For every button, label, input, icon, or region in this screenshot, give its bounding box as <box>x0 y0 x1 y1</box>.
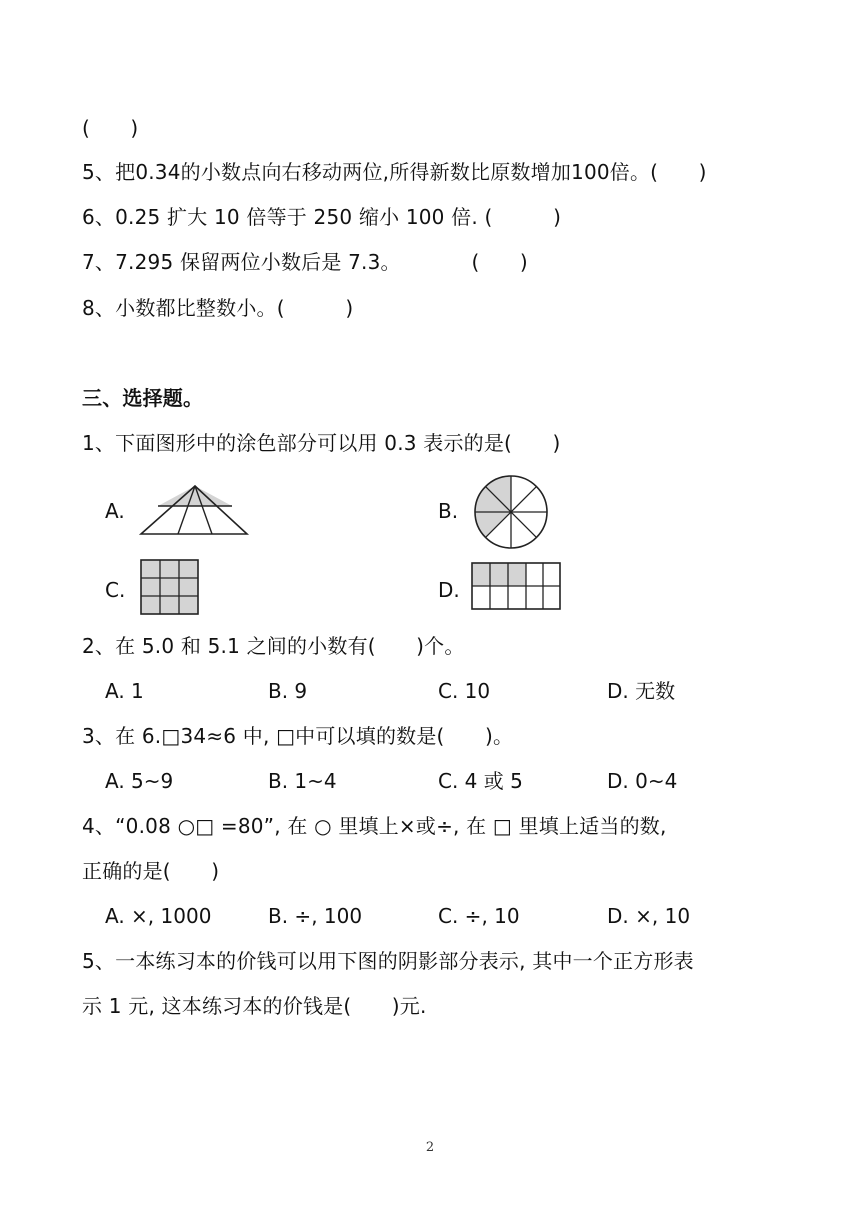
choice-3-stem: 3、在 6.□34≈6 中, □中可以填的数是( )。 <box>82 724 514 748</box>
choice-5-stem-line-2: 示 1 元, 这本练习本的价钱是( )元. <box>82 994 427 1018</box>
grid-shaded-area <box>141 560 198 614</box>
question-5: 5、把0.34的小数点向右移动两位,所得新数比原数增加100倍。( ) <box>82 160 707 184</box>
choice-2-option-b: B. 9 <box>268 679 308 703</box>
choice-1-stem: 1、下面图形中的涂色部分可以用 0.3 表示的是( ) <box>82 431 561 455</box>
choice-2-option-a: A. 1 <box>105 679 144 703</box>
grid-5x2-figure <box>471 562 563 612</box>
choice-2-stem: 2、在 5.0 和 5.1 之间的小数有( )个。 <box>82 634 465 658</box>
choice-3-option-c: C. 4 或 5 <box>438 769 523 793</box>
answer-blank-line: ( ) <box>82 116 139 140</box>
choice-1-option-d-label: D. <box>438 578 460 602</box>
choice-5-stem-line-1: 5、一本练习本的价钱可以用下图的阴影部分表示, 其中一个正方形表 <box>82 949 694 973</box>
circle-figure <box>472 473 550 551</box>
grid-shaded-cells <box>472 563 526 586</box>
section-heading: 三、选择题。 <box>82 386 204 410</box>
choice-1-option-a-label: A. <box>105 499 125 523</box>
choice-3-option-a: A. 5~9 <box>105 769 174 793</box>
choice-4-option-c: C. ÷, 10 <box>438 904 520 928</box>
page-number: 2 <box>425 1140 435 1155</box>
triangle-shaded-top <box>158 486 232 506</box>
choice-3-option-b: B. 1~4 <box>268 769 337 793</box>
question-7: 7、7.295 保留两位小数后是 7.3。 ( ) <box>82 250 528 274</box>
grid-3x3-figure <box>140 559 202 617</box>
choice-2-option-c: C. 10 <box>438 679 491 703</box>
choice-2-option-d: D. 无数 <box>607 679 676 703</box>
circle-shaded-sector-3 <box>475 512 511 537</box>
question-8: 8、小数都比整数小。( ) <box>82 296 354 320</box>
choice-1-option-c-label: C. <box>105 578 126 602</box>
triangle-figure <box>138 484 250 538</box>
choice-4-stem-line-2: 正确的是( ) <box>82 859 220 883</box>
choice-3-option-d: D. 0~4 <box>607 769 678 793</box>
choice-4-option-d: D. ×, 10 <box>607 904 691 928</box>
question-6: 6、0.25 扩大 10 倍等于 250 缩小 100 倍. ( ) <box>82 205 562 229</box>
choice-4-stem-line-1: 4、“0.08 ○□ =80”, 在 ○ 里填上×或÷, 在 □ 里填上适当的数, <box>82 814 667 838</box>
choice-4-option-b: B. ÷, 100 <box>268 904 363 928</box>
choice-4-option-a: A. ×, 1000 <box>105 904 212 928</box>
choice-1-option-b-label: B. <box>438 499 459 523</box>
